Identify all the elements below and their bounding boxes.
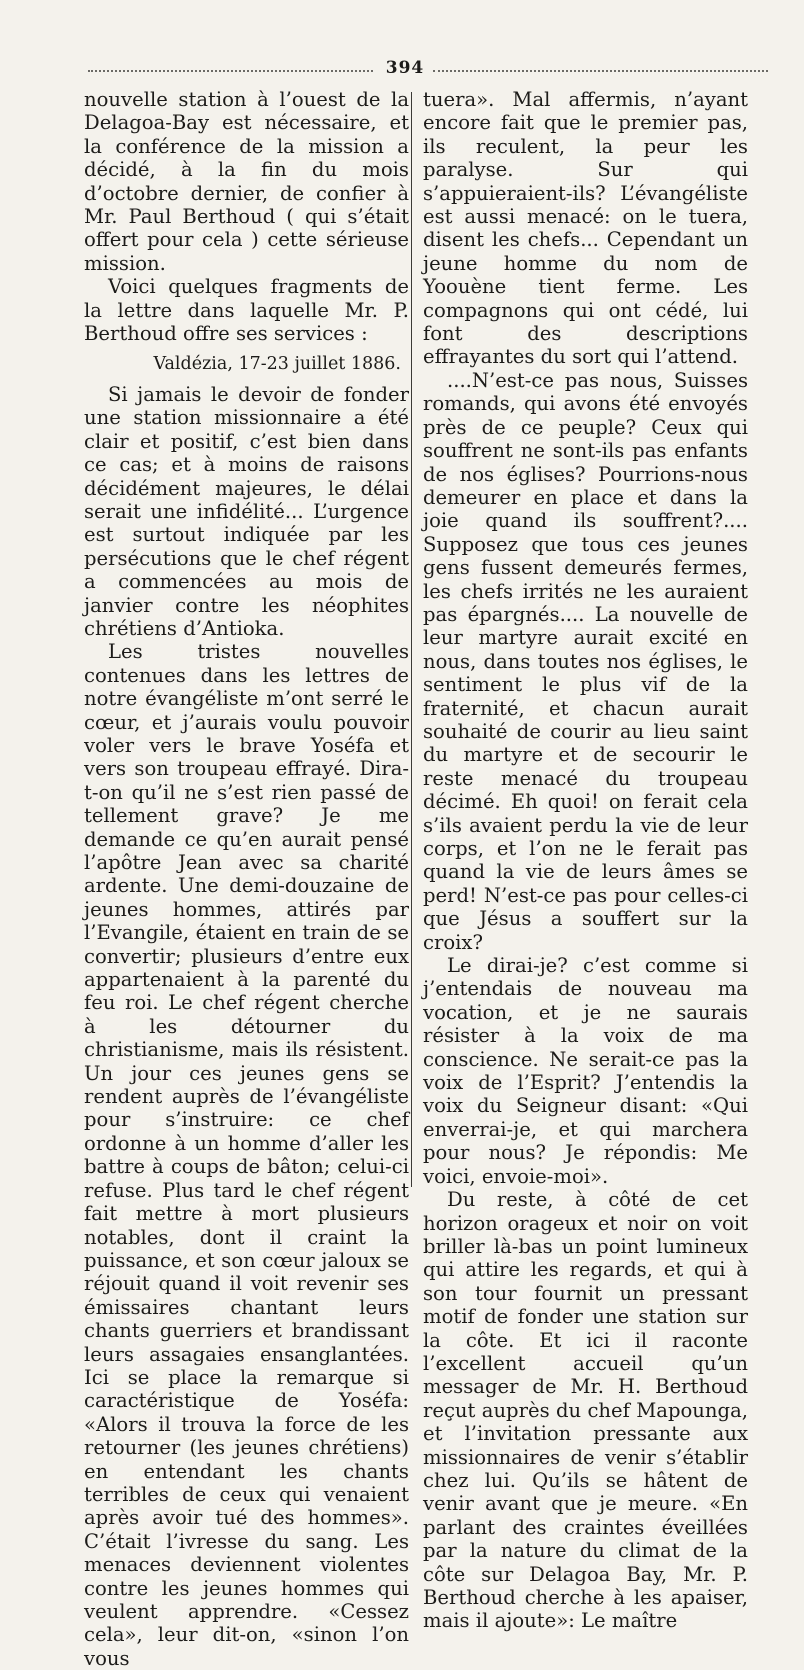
left-paragraph-4: Les tristes nouvelles contenues dans les lettres de notre évangéliste m’ont serré le cœur, et j’aurais voulu pouvoir voler vers le brave Yoséfa et vers son troupeau effrayé. Dira-t-on qu’il ne s’est rien passé de tellement grave? Je me demande ce qu’en aurait pensé l’apôtre Jean avec sa charité ardente. Une demi-douzaine de jeunes hommes, attirés par l’Evangile, étaient en train de se convertir; plusieurs d’entre eux appartenaient à la parenté du feu roi. Le chef régent cherche à les détourner du christianisme, mais ils résistent. Un jour ces jeunes gens se rendent auprès de l’évangéliste pour s’instruire: ce chef ordonne à un homme d’aller les battre à coups de bâton; celui-ci refuse. Plus tard le chef régent fait mettre à mort plusieurs notables, dont il craint la puissance, et son cœur jaloux se réjouit quand il voit revenir ses émissaires chantant leurs chants guerriers et brandissant leurs assagaies ensanglantées. Ici se place la remarque si caractéristique de Yoséfa: «Alors il trouva la force de les retourner (les jeunes chrétiens) en entendant les chants terribles de ceux qui venaient après avoir tué des hommes». C’était l’ivresse du sang. Les menaces deviennent violentes contre les jeunes hommes qui veulent apprendre. «Cessez cela», leur dit-on, «sinon l’on vous xyxy=(84,640,409,1670)
right-paragraph-3: Le dirai-je? c’est comme si j’entendais de nouveau ma vocation, et je ne saurais résister à la voix de ma conscience. Ne serait-ce pas la voix de l’Esprit? J’entendis la voix du Seigneur disant: «Qui enverrai-je, et qui marchera pour nous? Je répondis: Me voici, envoie-moi». xyxy=(423,954,748,1188)
page-number: 394 xyxy=(385,58,425,78)
page-header xyxy=(88,58,768,78)
letter-dateline: Valdézia, 17-23 juillet 1886. xyxy=(153,354,401,375)
left-column xyxy=(84,88,409,1670)
left-paragraph-3: Si jamais le devoir de fonder une station missionnaire a été clair et positif, c’est bien dans ce cas; et à moins de raisons décidément majeures, le délai serait une infidélité... L’urgence est surtout indiquée par les persécutions que le chef régent a commencées au mois de janvier contre les néophites chrétiens d’Antioka. xyxy=(84,382,409,640)
right-paragraph-2: ....N’est-ce pas nous, Suisses romands, qui avons été envoyés près de ce peuple? Ceux qui souffrent ne sont-ils pas enfants de nos églises? Pourrions-nous demeurer en place et dans la joie quand ils souffrent?.... Supposez que tous ces jeunes gens fussent demeurés fermes, les chefs irrités ne les auraient pas épargnés.... La nouvelle de leur martyre aurait excité en nous, dans toutes nos églises, le sentiment le plus vif de la fraternité, et chacun aurait souhaité de courir au lieu saint du martyre et de secourir le reste menacé du troupeau décimé. Eh quoi! on ferait cela s’ils avaient perdu la vie de leur corps, et l’on ne le ferait pas quand la vie de leurs âmes se perd! N’est-ce pas pour celles-ci que Jésus a souffert sur la croix? xyxy=(423,368,748,954)
left-paragraph-2: Voici quelques fragments de la lettre dans laquelle Mr. P. Berthoud offre ses services : xyxy=(84,275,409,346)
header-rule-left xyxy=(88,70,373,72)
right-paragraph-1: tuera». Mal affermis, n’ayant encore fait que le premier pas, ils reculent, la peur les paralyse. Sur qui s’appuieraient-ils? L’évangéliste est aussi menacé: on le tuera, disent les chefs... Cependant un jeune homme du nom de Yoouène tient ferme. Les compagnons qui ont cédé, lui font des descriptions effrayantes du sort qui l’attend. xyxy=(423,88,748,369)
column-separator xyxy=(411,92,412,1187)
right-column xyxy=(423,88,748,1633)
header-rule-right xyxy=(433,70,768,72)
right-paragraph-4: Du reste, à côté de cet horizon orageux et noir on voit briller là-bas un point lumineux qui attire les regards, et qui à son tour fournit un pressant motif de fonder une station sur la côte. Et ici il raconte l’excellent accueil qu’un messager de Mr. H. Berthoud reçut auprès du chef Mapounga, et l’invitation pressante aux missionnaires de venir s’établir chez lui. Qu’ils se hâtent de venir avant que je meure. «En parlant des craintes éveillées par la nature du climat de la côte sur Delagoa Bay, Mr. P. Berthoud cherche à les apaiser, mais il ajoute»: Le maître xyxy=(423,1188,748,1633)
left-paragraph-1: nouvelle station à l’ouest de la Delagoa-Bay est nécessaire, et la conférence de la mission a décidé, à la fin du mois d’octobre dernier, de confier à Mr. Paul Berthoud ( qui s’était offert pour cela ) cette sérieuse mission. xyxy=(84,88,409,275)
